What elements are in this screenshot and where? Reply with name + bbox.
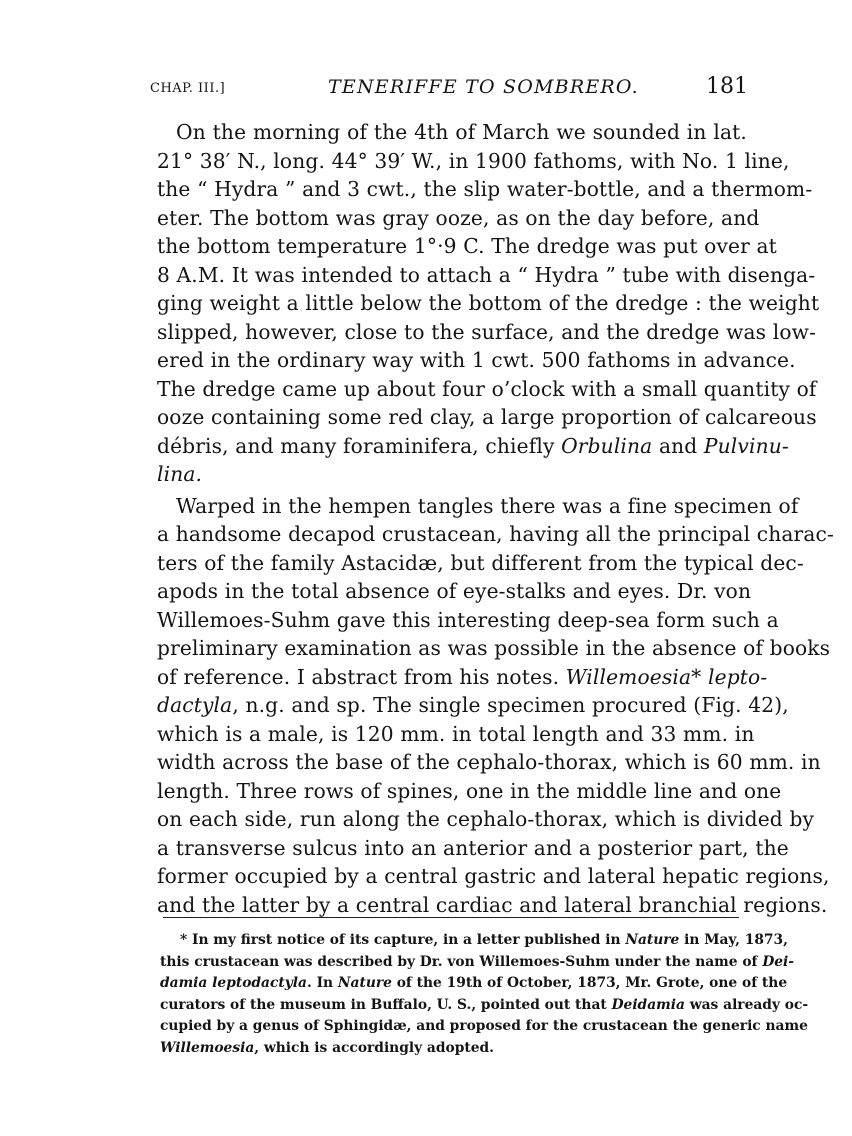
text-line: ered in the ordinary way with 1 cwt. 500 fathoms in advance. xyxy=(157,348,796,372)
text-line: on each side, run along the cephalo-thorax, which is divided by xyxy=(157,807,815,831)
text-line: débris, and many foraminifera, chiefly Orbulina and Pulvinu- xyxy=(157,433,789,458)
text-line: a handsome decapod crustacean, having all the principal charac- xyxy=(157,522,834,546)
running-head xyxy=(150,74,750,104)
running-title: TENERIFFE TO SOMBRERO. xyxy=(328,76,639,98)
taxon-name: Willemoesia* lepto- xyxy=(565,664,768,689)
text-line: former occupied by a central gastric and lateral hepatic regions, xyxy=(157,864,830,888)
taxon-name: damia leptodactyla xyxy=(160,975,307,991)
text-line: ters of the family Astacidæ, but different from the typical dec- xyxy=(157,550,804,575)
taxon-name: Orbulina xyxy=(561,433,653,458)
text-line: 21° 38′ N., long. 44° 39′ W., in 1900 fathoms, with No. 1 line, xyxy=(157,148,790,173)
taxon-name: lina. xyxy=(157,462,203,486)
taxon-name: Willemoesia xyxy=(160,1039,255,1056)
text-line: On the morning of the 4th of March we sounded in lat. xyxy=(176,120,747,144)
footnote-line: * In my first notice of its capture, in a letter published in Nature in May, 1873, xyxy=(180,932,788,948)
text-line: apods in the total absence of eye-stalks and eyes. Dr. von xyxy=(157,579,752,603)
text-line: preliminary examination as was possible in the absence of books xyxy=(157,636,831,660)
journal-name: Nature xyxy=(337,975,392,991)
text-line: length. Three rows of spines, one in the middle line and one xyxy=(157,778,782,803)
text-line: ooze containing some red clay, a large proportion of calcareous xyxy=(157,405,817,429)
text-line: the bottom temperature 1°·9 C. The dredge was put over at xyxy=(157,234,777,258)
text-line: which is a male, is 120 mm. in total length and 33 mm. in xyxy=(157,721,755,746)
footnote-divider xyxy=(163,917,739,918)
footnote-line: this crustacean was described by Dr. von Willemoes-Suhm under the name of Dei- xyxy=(160,953,795,970)
page-number: 181 xyxy=(706,74,748,99)
text-line xyxy=(157,460,747,489)
chapter-label: CHAP. III.] xyxy=(150,81,226,96)
text-line: width across the base of the cephalo-thorax, which is 60 mm. in xyxy=(157,750,821,774)
text-line: 8 A.M. It was intended to attach a “ Hydra ” tube with disenga- xyxy=(157,262,816,287)
taxon-name: Pulvinu- xyxy=(703,433,789,458)
footnote xyxy=(160,930,809,1059)
text-line: dactyla, n.g. and sp. The single specimen procured (Fig. 42), xyxy=(157,693,789,717)
text-line: slipped, however, close to the surface, and the dredge was low- xyxy=(157,319,817,344)
text-line: and the latter by a central cardiac and lateral branchial regions. xyxy=(157,892,828,917)
text-line: Willemoes-Suhm gave this interesting deep-sea form such a xyxy=(157,607,779,632)
text-line: ging weight a little below the bottom of the dredge : the weight xyxy=(157,291,820,315)
text-line: of reference. I abstract from his notes. Willemoesia* lepto- xyxy=(157,664,768,689)
text-line: the “ Hydra ” and 3 cwt., the slip water-bottle, and a thermom- xyxy=(157,177,813,201)
text-line: Warped in the hempen tangles there was a fine specimen of xyxy=(176,493,799,518)
paragraph-1 xyxy=(157,118,820,489)
taxon-name: Deidamia xyxy=(611,996,685,1013)
footnote-line: Willemoesia, which is accordingly adopted. xyxy=(160,1039,494,1056)
text-line: The dredge came up about four o’clock with a small quantity of xyxy=(157,376,817,401)
text-line: eter. The bottom was gray ooze, as on the day before, and xyxy=(157,205,760,230)
footnote-line: damia leptodactyla. In Nature of the 19th of October, 1873, Mr. Grote, one of the xyxy=(160,975,788,991)
journal-name: Nature xyxy=(625,932,680,948)
text-line: a transverse sulcus into an anterior and a posterior part, the xyxy=(157,835,789,860)
paragraph-2 xyxy=(157,492,834,920)
footnote-line: curators of the museum in Buffalo, U. S., pointed out that Deidamia was already oc- xyxy=(160,996,809,1013)
taxon-name: Dei- xyxy=(762,953,795,970)
taxon-name: dactyla xyxy=(157,693,233,717)
main-text xyxy=(157,118,834,919)
footnote-line: cupied by a genus of Sphingidæ, and proposed for the crustacean the generic name xyxy=(160,1018,808,1034)
